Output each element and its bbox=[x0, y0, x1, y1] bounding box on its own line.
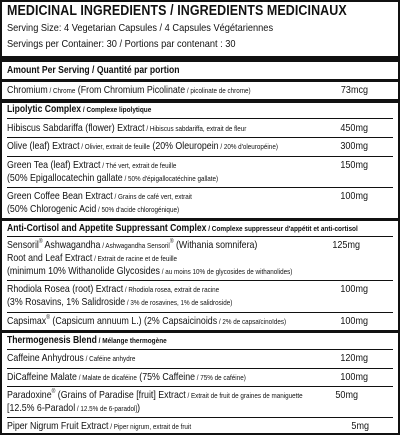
row-divider bbox=[7, 137, 393, 138]
ingredient-ashwagandha-line2: Root and Leaf Extract / Extrait de racine et de feuille bbox=[7, 252, 178, 264]
row-divider bbox=[7, 156, 393, 157]
ingredient-chromium: Chromium / Chrome (From Chromium Picolinate / picolinate de chrome) bbox=[7, 84, 251, 96]
ingredient-rhodiola-std: (3% Rosavins, 1% Salidroside / 3% de rosavines, 1% de salidroside) bbox=[7, 296, 233, 308]
ingredient-ashwagandha-line3: (minimum 10% Withanolide Glycosides / au moins 10% de glycosides de withanolides) bbox=[7, 265, 293, 277]
section-lipolytic: Lipolytic Complex / Complexe lipolytique bbox=[7, 104, 152, 115]
ingredient-ashwagandha: Sensoril® Ashwagandha / Ashwagandha Sensoril® (Withania somnifera) bbox=[7, 239, 258, 251]
ingredient-dicaffeine: DiCaffeine Malate / Malate de dicaféine (75% Caffeine / 75% de caféine) bbox=[7, 371, 246, 383]
servings-per-container: Servings per Container: 30 / Portions par contenant : 30 bbox=[7, 38, 236, 50]
amount-green-coffee: 100mg bbox=[340, 190, 368, 202]
thick-divider bbox=[2, 56, 398, 62]
ingredient-capsimax: Capsimax® (Capsicum annuum L.) (2% Capsaicinoids / 2% de capsaïcinoïdes) bbox=[7, 315, 287, 327]
section-divider bbox=[2, 99, 398, 103]
ingredient-green-tea: Green Tea (leaf) Extract / Thé vert, extrait de feuille bbox=[7, 159, 177, 171]
section-anti-cortisol: Anti-Cortisol and Appetite Suppressant Complex / Complexe suppresseur d'appétit et anti-cortisol bbox=[7, 223, 358, 234]
row-divider bbox=[7, 417, 393, 418]
amount-caffeine: 120mg bbox=[340, 352, 368, 364]
amount-dicaffeine: 100mg bbox=[340, 371, 368, 383]
ingredient-paradoxine-std: [12.5% 6-Paradol / 12.5% de 6-paradol]) bbox=[7, 402, 141, 414]
ingredient-hibiscus: Hibiscus Sabdariffa (flower) Extract / Hibiscus sabdariffa, extrait de fleur bbox=[7, 122, 247, 134]
row-divider bbox=[7, 236, 393, 237]
serving-size: Serving Size: 4 Vegetarian Capsules / 4 Capsules Végétariennes bbox=[7, 22, 274, 34]
amount-capsimax: 100mg bbox=[340, 315, 368, 327]
ingredient-olive: Olive (leaf) Extract / Olivier, extrait de feuille (20% Oleuropein / 20% d'oleuropéine) bbox=[7, 140, 278, 152]
panel-title: MEDICINAL INGREDIENTS / INGREDIENTS MEDICINAUX bbox=[7, 3, 347, 19]
ingredient-caffeine: Caffeine Anhydrous / Caféine anhydre bbox=[7, 352, 136, 364]
amount-piper-nigrum: 5mg bbox=[351, 420, 369, 432]
medium-divider bbox=[2, 79, 398, 82]
ingredient-green-tea-std: (50% Epigallocatechin gallate / 50% d'épigallocatéchine gallate) bbox=[7, 172, 219, 184]
amount-green-tea: 150mg bbox=[340, 159, 368, 171]
ingredient-piper-nigrum: Piper Nigrum Fruit Extract / Piper nigrum, extrait de fruit bbox=[7, 420, 192, 432]
row-divider bbox=[7, 312, 393, 313]
amount-olive: 300mg bbox=[340, 140, 368, 152]
section-divider bbox=[2, 330, 398, 333]
row-divider bbox=[7, 187, 393, 188]
amount-ashwagandha: 125mg bbox=[332, 239, 360, 251]
row-divider bbox=[7, 386, 393, 387]
section-thermogenesis: Thermogenesis Blend / Mélange thermogène bbox=[7, 335, 167, 346]
amount-hibiscus: 450mg bbox=[340, 122, 368, 134]
amount-rhodiola: 100mg bbox=[340, 283, 368, 295]
row-divider bbox=[7, 368, 393, 369]
row-divider bbox=[7, 280, 393, 281]
ingredient-rhodiola: Rhodiola Rosea (root) Extract / Rhodiola rosea, extrait de racine bbox=[7, 283, 220, 295]
ingredient-green-coffee-std: (50% Chlorogenic Acid / 50% d'acide chlorogénique) bbox=[7, 203, 180, 215]
amount-per-serving-header: Amount Per Serving / Quantité par portion bbox=[7, 65, 180, 76]
amount-paradoxine: 50mg bbox=[335, 389, 358, 401]
ingredient-paradoxine: Paradoxine® (Grains of Paradise [fruit] Extract / Extrait de fruit de graines de maniguette bbox=[7, 389, 303, 401]
amount-chromium: 73mcg bbox=[340, 84, 368, 96]
ingredient-green-coffee: Green Coffee Bean Extract / Grains de café vert, extrait bbox=[7, 190, 192, 202]
row-divider bbox=[7, 118, 393, 119]
row-divider bbox=[7, 349, 393, 350]
section-divider bbox=[2, 218, 398, 221]
